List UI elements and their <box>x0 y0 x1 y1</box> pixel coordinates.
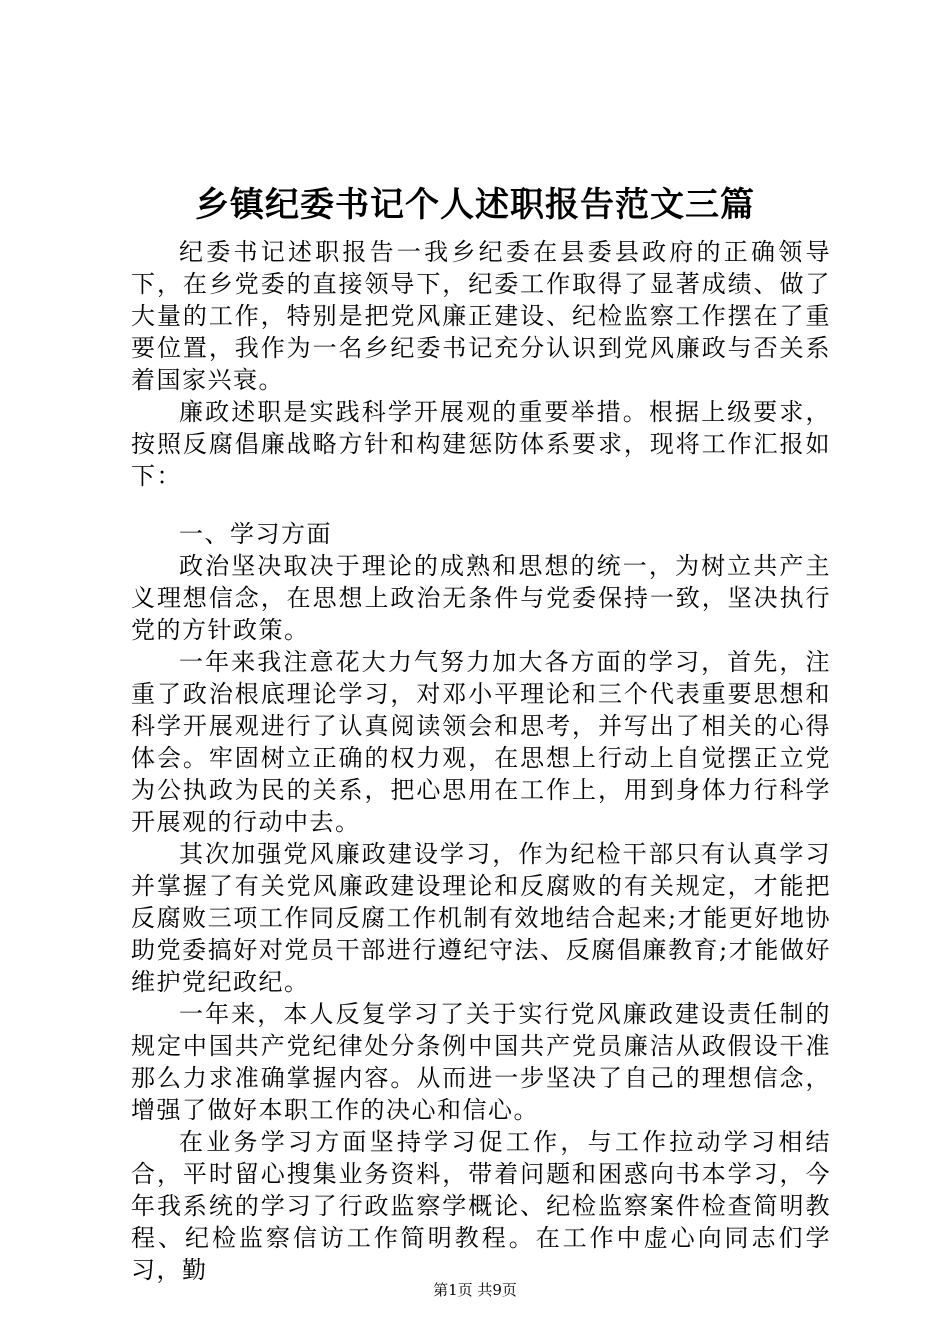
document-body <box>131 236 831 1286</box>
paragraph-clean-government-study: 其次加强党风廉政建设学习，作为纪检干部只有认真学习并掌握了有关党风廉政建设理论和反腐败的有关规定，才能把反腐败三项工作同反腐工作机制有效地结合起来;才能更好地协助党委搞好对党员干部进行遵纪守法、反腐倡廉教育;才能做好维护党纪政纪。 <box>131 840 831 996</box>
paragraph-political-firmness: 政治坚决取决于理论的成熟和思想的统一，为树立共产主义理想信念，在思想上政治无条件与党委保持一致，坚决执行党的方针政策。 <box>131 552 831 644</box>
document-title: 乡镇纪委书记个人述职报告范文三篇 <box>195 185 755 225</box>
paragraph-theory-study: 一年来我注意花大力气努力加大各方面的学习，首先，注重了政治根底理论学习，对邓小平理论和三个代表重要思想和科学开展观进行了认真阅读领会和思考，并写出了相关的心得体会。牢固树立正确的权力观，在思想上行动上自觉摆正立党为公执政为民的关系，把心思用在工作上，用到身体力行科学开展观的行动中去。 <box>131 648 831 836</box>
page-number-footer: 第1页 共9页 <box>433 1281 517 1299</box>
section-heading-study: 一、学习方面 <box>179 520 332 548</box>
paragraph-intro: 纪委书记述职报告一我乡纪委在县委县政府的正确领导下，在乡党委的直接领导下，纪委工作取得了显著成绩、做了大量的工作，特别是把党风廉正建设、纪检监察工作摆在了重要位置，我作为一名乡纪委书记充分认识到党风廉政与否关系着国家兴衰。 <box>131 238 831 394</box>
paragraph-gap <box>131 492 831 518</box>
paragraph-regulations-study: 一年来，本人反复学习了关于实行党风廉政建设责任制的规定中国共产党纪律处分条例中国共产党员廉洁从政假设干准那么力求准确掌握内容。从而进一步坚决了自己的理想信念，增强了做好本职工作的决心和信心。 <box>131 1000 831 1124</box>
paragraph-business-study: 在业务学习方面坚持学习促工作，与工作拉动学习相结合，平时留心搜集业务资料，带着问题和困惑向书本学习，今年我系统的学习了行政监察学概论、纪检监察案件检查简明教程、纪检监察信访工作简明教程。在工作中虚心向同志们学习，勤 <box>131 1128 831 1284</box>
paragraph-report-purpose: 廉政述职是实践科学开展观的重要举措。根据上级要求，按照反腐倡廉战略方针和构建惩防体系要求，现将工作汇报如下： <box>131 398 831 490</box>
